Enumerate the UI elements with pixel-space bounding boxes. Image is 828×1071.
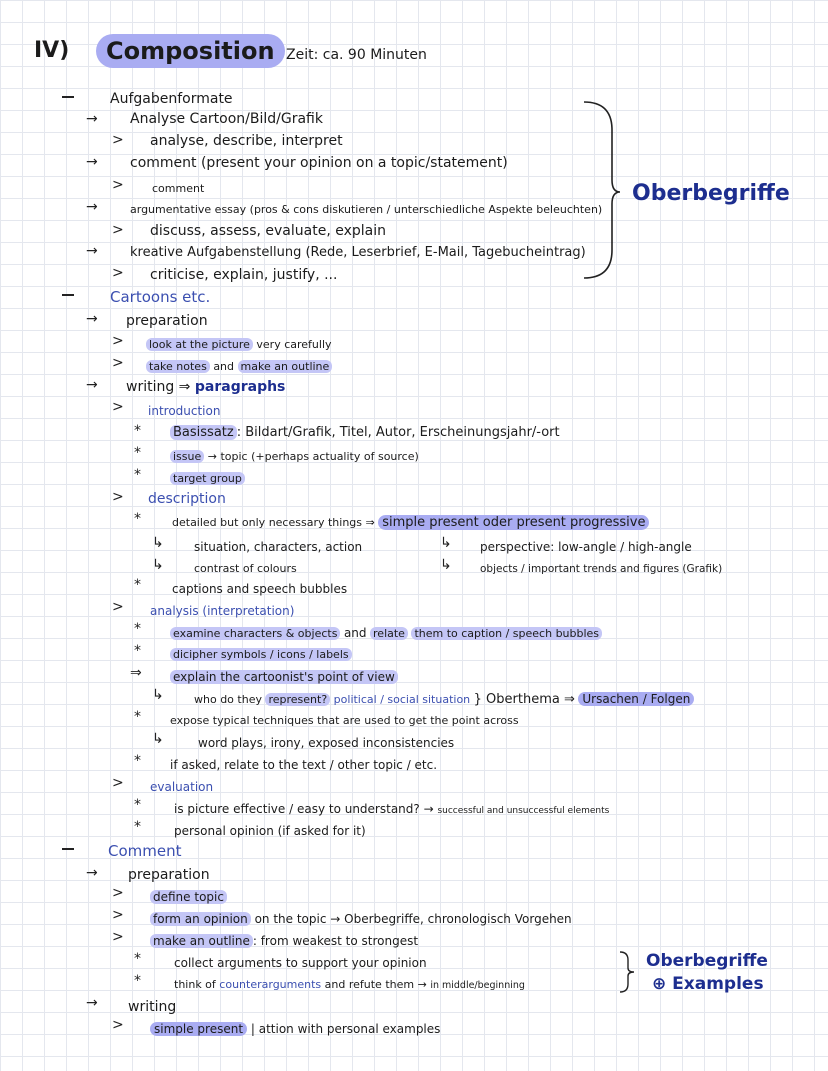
asterisk-marker: *: [134, 797, 141, 813]
asterisk-marker: *: [134, 445, 141, 461]
item-essay: [130, 200, 602, 219]
heading-cartoons: Cartoons etc.: [110, 288, 211, 306]
intro-issue: [170, 448, 419, 466]
desc-sub-1: situation, characters, action: [194, 540, 363, 554]
writing-label: writing ⇒: [126, 379, 191, 395]
item-kreativ-sub: criticise, explain, justify, ...: [150, 267, 338, 283]
item-comment: comment (present your opinion on a topic/statement): [130, 155, 508, 171]
chevron-marker: >: [112, 333, 124, 349]
an1-mid: and: [343, 626, 367, 640]
desc1-text: detailed but only necessary things ⇒: [172, 516, 375, 529]
bullet-dash: [62, 848, 74, 850]
analysis-item-5-sub: word plays, irony, exposed inconsistencies: [198, 736, 455, 750]
asterisk-marker: *: [134, 753, 141, 769]
intro-target: [170, 470, 245, 488]
heading-evaluation: evaluation: [150, 780, 214, 794]
c3-rest: : from weakest to strongest: [252, 934, 419, 948]
essay-text: argumentative essay (pros & cons diskutieren / unterschiedliche Aspekte beleuchten): [130, 203, 603, 216]
chevron-marker: >: [112, 1017, 124, 1033]
arrow-marker: →: [86, 154, 98, 170]
asterisk-marker: *: [134, 709, 141, 725]
brace-label-oberbegriffe: Oberbegriffe: [632, 181, 790, 206]
an4-highlight: represent?: [265, 693, 330, 706]
asterisk-marker: *: [134, 643, 141, 659]
prep1-highlight: look at the picture: [146, 338, 253, 351]
an1-highlight-a: examine characters & objects: [170, 627, 340, 640]
desc-right-1: perspective: low-angle / high-angle: [480, 540, 692, 554]
asterisk-marker: *: [134, 467, 141, 483]
analysis-item-2: [170, 646, 352, 664]
c2-highlight: form an opinion: [150, 912, 251, 926]
c5-text-b: and refute them →: [324, 978, 427, 991]
comment-item-4: collect arguments to support your opinion: [174, 956, 427, 970]
return-arrow-marker: ↳: [152, 557, 164, 573]
time-note: Zeit: ca. 90 Minuten: [286, 47, 427, 63]
prep1-rest: very carefully: [256, 338, 332, 351]
an4-text: who do they: [194, 693, 262, 706]
analysis-item-3: [170, 668, 398, 687]
desc1-highlight: simple present oder present progressive: [378, 515, 649, 530]
bullet-dash: [62, 96, 74, 98]
target-highlight: target group: [170, 472, 245, 485]
ev1-small: successful and unsuccessful elements: [437, 806, 610, 816]
page-title: Composition: [96, 34, 285, 68]
c5-small: in middle/beginning: [430, 980, 525, 991]
comment-writing-item: [150, 1020, 440, 1038]
arrow-marker: →: [86, 995, 98, 1011]
return-arrow-marker: ↳: [152, 687, 164, 703]
analysis-item-5: expose typical techniques that are used to get the point across: [170, 714, 519, 727]
comment-item-1: [150, 888, 227, 906]
intro-basissatz: [170, 424, 560, 442]
brace-label-examples: ⊕ Examples: [652, 974, 764, 994]
an1-highlight-c: them to caption / speech bubbles: [411, 627, 602, 640]
an4-highlight-2: Ursachen / Folgen: [578, 692, 694, 706]
chevron-marker: >: [112, 177, 124, 193]
item-essay-sub: discuss, assess, evaluate, explain: [150, 223, 386, 239]
chevron-marker: >: [112, 885, 124, 901]
heading-introduction: introduction: [148, 404, 221, 418]
desc-sub-2: contrast of colours: [194, 562, 297, 575]
section-numeral: IV): [34, 38, 70, 63]
item-analyse-sub: analyse, describe, interpret: [150, 133, 343, 149]
arrow-marker: →: [86, 243, 98, 259]
curly-brace-icon: [618, 950, 636, 994]
comment-preparation: preparation: [128, 867, 210, 883]
arrow-marker: →: [86, 199, 98, 215]
c5-text-a: think of: [174, 978, 216, 991]
asterisk-marker: *: [134, 819, 141, 835]
prep2-highlight-a: take notes: [146, 360, 210, 373]
prep-item-1: [146, 336, 332, 354]
desc-item-1: [172, 514, 649, 532]
prep2-highlight-b: make an outline: [238, 360, 333, 373]
chevron-marker: >: [112, 355, 124, 371]
analysis-item-1: [170, 624, 602, 643]
w1-rest: | attion with personal examples: [250, 1022, 441, 1036]
prep2-mid: and: [213, 360, 235, 373]
cartoons-writing: [126, 378, 285, 396]
ev1-text: is picture effective / easy to understand? →: [174, 802, 434, 816]
heading-analysis: analysis (interpretation): [150, 604, 295, 618]
analysis-item-6: if asked, relate to the text / other topic / etc.: [170, 758, 438, 772]
comment-item-5: [174, 976, 525, 995]
chevron-marker: >: [112, 929, 124, 945]
comment-writing: writing: [128, 999, 177, 1015]
comment-item-3: [150, 932, 418, 950]
chevron-marker: >: [112, 132, 124, 148]
chevron-marker: >: [112, 775, 124, 791]
chevron-marker: >: [112, 489, 124, 505]
chevron-marker: >: [112, 222, 124, 238]
chevron-marker: >: [112, 265, 124, 281]
an1-highlight-b: relate: [370, 627, 408, 640]
analysis-item-4: [194, 690, 694, 709]
item-kreativ: kreative Aufgabenstellung (Rede, Leserbrief, E-Mail, Tagebucheintrag): [130, 245, 586, 260]
arrow-marker: →: [86, 377, 98, 393]
curly-brace-icon: [582, 100, 622, 280]
chevron-marker: >: [112, 599, 124, 615]
an3-highlight: explain the cartoonist's point of view: [170, 670, 398, 684]
asterisk-marker: *: [134, 951, 141, 967]
evaluation-item-1: [174, 800, 609, 820]
comment-item-2: [150, 910, 572, 928]
prep-item-2: [146, 358, 332, 376]
an4-blue: political / social situation: [333, 693, 471, 706]
heading-aufgabenformate: Aufgabenformate: [110, 91, 233, 107]
w1-highlight: simple present: [150, 1022, 247, 1036]
writing-paragraphs: paragraphs: [194, 379, 286, 395]
asterisk-marker: *: [134, 973, 141, 989]
asterisk-marker: *: [134, 511, 141, 527]
arrow-marker: →: [86, 311, 98, 327]
basissatz-rest: : Bildart/Grafik, Titel, Autor, Erscheinungsjahr/-ort: [236, 425, 560, 440]
desc-right-2: objects / important trends and figures (Grafik): [480, 563, 723, 575]
an4-rest: } Oberthema ⇒: [473, 692, 575, 707]
arrow-marker: →: [86, 111, 98, 127]
c2-rest: on the topic → Oberbegriffe, chronologisch Vorgehen: [254, 912, 572, 926]
issue-rest: → topic (+perhaps actuality of source): [207, 450, 419, 463]
arrow-marker: →: [86, 865, 98, 881]
c1-highlight: define topic: [150, 890, 227, 904]
heading-description: description: [148, 491, 226, 507]
asterisk-marker: *: [134, 577, 141, 593]
item-comment-sub: comment: [152, 182, 205, 195]
desc-item-3: captions and speech bubbles: [172, 582, 348, 596]
return-arrow-marker: ↳: [440, 557, 452, 573]
chevron-marker: >: [112, 399, 124, 415]
return-arrow-marker: ↳: [152, 535, 164, 551]
chevron-marker: >: [112, 907, 124, 923]
c3-highlight: make an outline: [150, 934, 253, 948]
asterisk-marker: *: [134, 621, 141, 637]
cartoons-preparation: preparation: [126, 313, 208, 329]
double-arrow-marker: ⇒: [130, 665, 142, 681]
return-arrow-marker: ↳: [440, 535, 452, 551]
an2-highlight: dicipher symbols / icons / labels: [170, 648, 352, 661]
return-arrow-marker: ↳: [152, 731, 164, 747]
asterisk-marker: *: [134, 423, 141, 439]
bullet-dash: [62, 294, 74, 296]
evaluation-item-2: personal opinion (if asked for it): [174, 824, 366, 838]
basissatz-highlight: Basissatz: [170, 425, 237, 440]
item-analyse: Analyse Cartoon/Bild/Grafik: [130, 111, 323, 127]
c5-blue: counterarguments: [219, 978, 322, 991]
issue-highlight: issue: [170, 450, 204, 463]
heading-comment: Comment: [108, 842, 182, 860]
brace-label-oberbegriffe-2: Oberbegriffe: [646, 951, 768, 971]
